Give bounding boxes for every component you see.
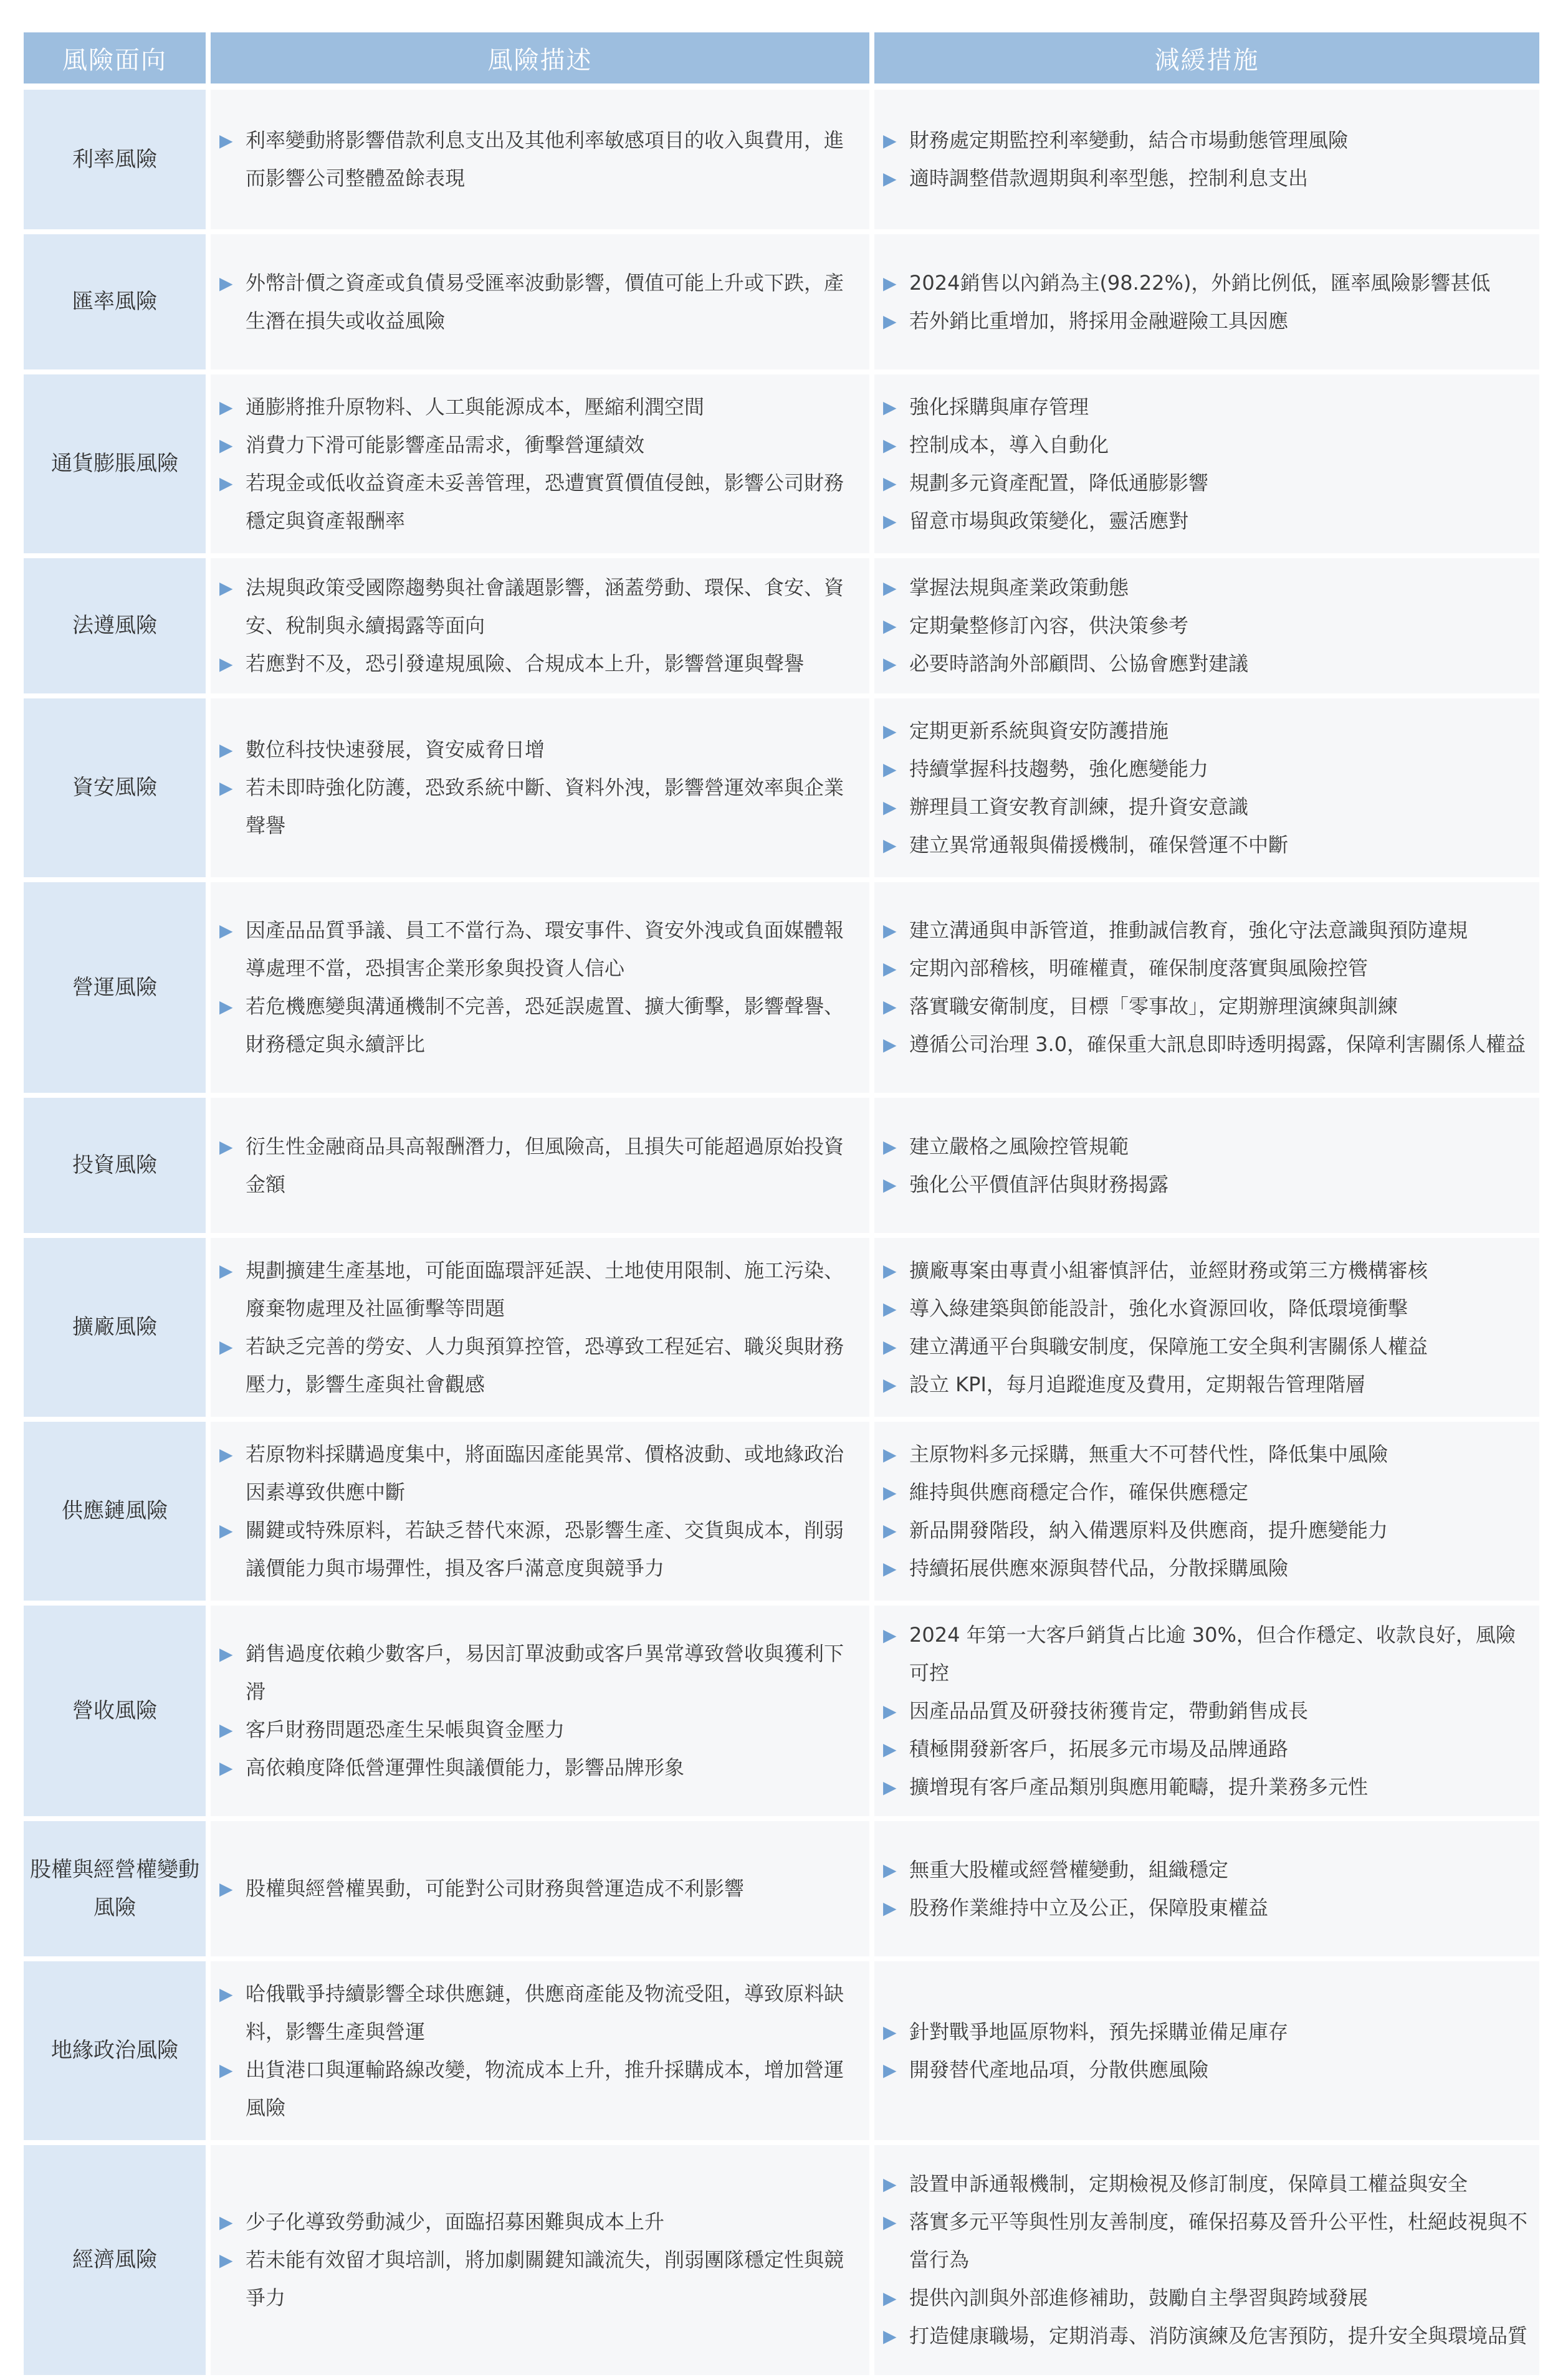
bullet-arrow-icon: ▶	[219, 2059, 233, 2080]
mitigation-item-text: 控制成本，導入自動化	[909, 432, 1109, 457]
bullet-arrow-icon: ▶	[883, 654, 897, 674]
description-item-text: 若缺乏完善的勞安、人力與預算控管，恐導致工程延宕、職災與財務壓力，影響生產與社會觀感	[246, 1334, 844, 1396]
mitigation-item	[883, 645, 1532, 683]
description-item-text: 哈俄戰爭持續影響全球供應鏈，供應商產能及物流受阻，導致原料缺料，影響生產與營運	[246, 1981, 844, 2044]
risk-description-cell	[211, 1098, 869, 1233]
description-item	[219, 1749, 862, 1787]
table-row	[24, 374, 1539, 553]
bullet-arrow-icon: ▶	[219, 778, 233, 798]
table-row	[24, 1098, 1539, 1233]
risk-table	[24, 32, 1539, 2380]
bullet-arrow-icon: ▶	[883, 1034, 897, 1055]
bullet-arrow-icon: ▶	[883, 616, 897, 636]
bullet-arrow-icon: ▶	[883, 1136, 897, 1157]
bullet-arrow-icon: ▶	[883, 578, 897, 598]
mitigation-cell	[874, 374, 1539, 553]
description-item-text: 法規與政策受國際趨勢與社會議題影響，涵蓋勞動、環保、食安、資安、稅制與永續揭露等面向	[246, 576, 844, 637]
mitigation-item-text: 2024 年第一大客戶銷貨占比逾 30%，但合作穩定、收款良好，風險可控	[909, 1622, 1516, 1685]
risk-category: 匯率風險	[24, 234, 206, 369]
bullet-arrow-icon: ▶	[883, 2326, 897, 2346]
description-item	[219, 2051, 862, 2127]
description-item	[219, 264, 862, 340]
bullet-arrow-icon: ▶	[219, 740, 233, 760]
bullet-arrow-icon: ▶	[219, 434, 233, 455]
bullet-arrow-icon: ▶	[219, 1983, 233, 2004]
bullet-arrow-icon: ▶	[883, 720, 897, 741]
description-item	[219, 1975, 862, 2051]
risk-description-cell	[211, 1606, 869, 1816]
mitigation-item-text: 建立嚴格之風險控管規範	[909, 1134, 1129, 1158]
bullet-arrow-icon: ▶	[883, 272, 897, 293]
description-item	[219, 1128, 862, 1204]
mitigation-cell	[874, 698, 1539, 877]
mitigation-item	[883, 1616, 1532, 1692]
table-row	[24, 2145, 1539, 2375]
bullet-arrow-icon: ▶	[883, 1482, 897, 1503]
bullet-arrow-icon: ▶	[219, 1444, 233, 1465]
bullet-arrow-icon: ▶	[219, 130, 233, 151]
bullet-arrow-icon: ▶	[883, 1859, 897, 1880]
bullet-arrow-icon: ▶	[883, 1444, 897, 1465]
description-item-text: 利率變動將影響借款利息支出及其他利率敏感項目的收入與費用，進而影響公司整體盈餘表現	[246, 128, 844, 190]
risk-description-cell	[211, 698, 869, 877]
mitigation-item	[883, 1692, 1532, 1730]
description-item-text: 若未即時強化防護，恐致系統中斷、資料外洩，影響營運效率與企業聲譽	[246, 776, 844, 837]
bullet-arrow-icon: ▶	[219, 272, 233, 293]
description-item	[219, 2241, 862, 2317]
bullet-arrow-icon: ▶	[219, 1136, 233, 1157]
mitigation-item-text: 設置申訴通報機制，定期檢視及修訂制度，保障員工權益與安全	[909, 2172, 1468, 2196]
bullet-arrow-icon: ▶	[219, 1720, 233, 1740]
mitigation-item	[883, 1252, 1532, 1290]
mitigation-item	[883, 1366, 1532, 1404]
mitigation-item	[883, 1435, 1532, 1473]
bullet-arrow-icon: ▶	[883, 310, 897, 331]
description-item-text: 股權與經營權異動，可能對公司財務與營運造成不利影響	[246, 1877, 745, 1900]
mitigation-item-text: 定期更新系統與資安防護措施	[909, 718, 1169, 743]
description-item	[219, 121, 862, 198]
mitigation-item-text: 強化採購與庫存管理	[909, 394, 1089, 419]
mitigation-item-text: 建立溝通與申訴管道，推動誠信教育，強化守法意識與預防違規	[909, 918, 1468, 942]
mitigation-item	[883, 826, 1532, 864]
mitigation-item-text: 積極開發新客戶，拓展多元市場及品牌通路	[909, 1736, 1289, 1761]
mitigation-item-text: 導入綠建築與節能設計，強化水資源回收，降低環境衝擊	[909, 1296, 1408, 1320]
bullet-arrow-icon: ▶	[219, 472, 233, 493]
description-item-text: 高依賴度降低營運彈性與議價能力，影響品牌形象	[246, 1756, 685, 1779]
mitigation-item-text: 提供內訓與外部進修補助，鼓勵自主學習與跨域發展	[909, 2286, 1369, 2310]
description-item	[219, 388, 862, 426]
bullet-arrow-icon: ▶	[883, 1776, 897, 1797]
table-row	[24, 558, 1539, 693]
mitigation-item-text: 建立溝通平台與職安制度，保障施工安全與利害關係人權益	[909, 1334, 1428, 1358]
mitigation-item-text: 無重大股權或經營權變動，組織穩定	[909, 1857, 1229, 1882]
risk-category: 供應鏈風險	[24, 1422, 206, 1601]
mitigation-item	[883, 569, 1532, 607]
bullet-arrow-icon: ▶	[219, 578, 233, 598]
mitigation-item	[883, 388, 1532, 426]
table-row	[24, 1238, 1539, 1417]
mitigation-item	[883, 1026, 1532, 1064]
mitigation-item-text: 針對戰爭地區原物料，預先採購並備足庫存	[909, 2019, 1289, 2044]
table-row	[24, 882, 1539, 1093]
mitigation-item-text: 落實多元平等與性別友善制度，確保招募及晉升公平性，杜絕歧視與不當行為	[909, 2210, 1528, 2272]
mitigation-item-text: 建立異常通報與備援機制，確保營運不中斷	[909, 832, 1289, 857]
bullet-arrow-icon: ▶	[883, 1260, 897, 1281]
risk-category: 法遵風險	[24, 558, 206, 693]
description-item	[219, 731, 862, 769]
description-item	[219, 1435, 862, 1511]
mitigation-item-text: 打造健康職場，定期消毒、消防演練及危害預防，提升安全與環境品質	[909, 2324, 1528, 2348]
bullet-arrow-icon: ▶	[219, 1758, 233, 1778]
mitigation-item	[883, 2203, 1532, 2279]
bullet-arrow-icon: ▶	[883, 1336, 897, 1357]
mitigation-item	[883, 950, 1532, 988]
mitigation-item	[883, 1889, 1532, 1927]
header-risk-description: 風險描述	[211, 32, 869, 83]
mitigation-item	[883, 2317, 1532, 2355]
description-item	[219, 1870, 862, 1908]
mitigation-item	[883, 1473, 1532, 1511]
bullet-arrow-icon: ▶	[883, 796, 897, 817]
description-item-text: 出貨港口與運輸路線改變，物流成本上升，推升採購成本，增加營運風險	[246, 2057, 844, 2120]
mitigation-item	[883, 264, 1532, 302]
description-item-text: 數位科技快速發展，資安威脅日增	[246, 738, 545, 761]
mitigation-item	[883, 1511, 1532, 1549]
mitigation-item-text: 持續拓展供應來源與替代品，分散採購風險	[909, 1556, 1289, 1580]
risk-category: 通貨膨脹風險	[24, 374, 206, 553]
mitigation-item-text: 設立 KPI，每月追蹤進度及費用，定期報告管理階層	[909, 1372, 1365, 1396]
bullet-arrow-icon: ▶	[883, 1738, 897, 1759]
bullet-arrow-icon: ▶	[883, 472, 897, 493]
description-item	[219, 769, 862, 845]
mitigation-item	[883, 1128, 1532, 1166]
mitigation-item-text: 定期彙整修訂內容，供決策參考	[909, 614, 1189, 637]
description-item	[219, 912, 862, 988]
mitigation-item	[883, 2279, 1532, 2317]
mitigation-item	[883, 464, 1532, 502]
risk-description-cell	[211, 374, 869, 553]
bullet-arrow-icon: ▶	[883, 1700, 897, 1721]
mitigation-item-text: 遵循公司治理 3.0，確保重大訊息即時透明揭露，保障利害關係人權益	[909, 1032, 1526, 1056]
mitigation-cell	[874, 1961, 1539, 2140]
bullet-arrow-icon: ▶	[883, 1374, 897, 1395]
bullet-arrow-icon: ▶	[883, 1558, 897, 1579]
mitigation-cell	[874, 90, 1539, 229]
mitigation-item-text: 必要時諮詢外部顧問、公協會應對建議	[909, 652, 1249, 675]
risk-description-cell	[211, 234, 869, 369]
mitigation-cell	[874, 1821, 1539, 1956]
mitigation-item-text: 擴廠專案由專責小組審慎評估，並經財務或第三方機構審核	[909, 1258, 1428, 1282]
mitigation-item-text: 財務處定期監控利率變動，結合市場動態管理風險	[909, 128, 1349, 152]
description-item-text: 因產品品質爭議、員工不當行為、環安事件、資安外洩或負面媒體報導處理不當，恐損害企業形象與投資人信心	[246, 918, 844, 980]
description-item	[219, 645, 862, 683]
description-item	[219, 1635, 862, 1711]
mitigation-item	[883, 1166, 1532, 1204]
mitigation-item	[883, 1549, 1532, 1587]
bullet-arrow-icon: ▶	[883, 834, 897, 855]
mitigation-item-text: 規劃多元資產配置，降低通膨影響	[909, 470, 1209, 495]
bullet-arrow-icon: ▶	[883, 2288, 897, 2308]
bullet-arrow-icon: ▶	[883, 130, 897, 151]
bullet-arrow-icon: ▶	[219, 1644, 233, 1664]
bullet-arrow-icon: ▶	[883, 434, 897, 455]
mitigation-item-text: 股務作業維持中立及公正，保障股東權益	[909, 1895, 1269, 1920]
bullet-arrow-icon: ▶	[883, 1174, 897, 1195]
mitigation-item-text: 擴增現有客戶產品類別與應用範疇，提升業務多元性	[909, 1774, 1369, 1799]
mitigation-item-text: 強化公平價值評估與財務揭露	[909, 1172, 1169, 1196]
bullet-arrow-icon: ▶	[883, 996, 897, 1017]
mitigation-item-text: 留意市場與政策變化，靈活應對	[909, 508, 1189, 533]
description-item-text: 規劃擴建生產基地，可能面臨環評延誤、土地使用限制、施工污染、廢棄物處理及社區衝擊等問題	[246, 1258, 844, 1320]
description-item-text: 消費力下滑可能影響產品需求，衝擊營運績效	[246, 432, 645, 457]
mitigation-item-text: 掌握法規與產業政策動態	[909, 576, 1129, 599]
bullet-arrow-icon: ▶	[219, 2212, 233, 2232]
table-body	[24, 90, 1539, 2375]
mitigation-cell	[874, 1606, 1539, 1816]
mitigation-cell	[874, 2145, 1539, 2375]
risk-category: 營運風險	[24, 882, 206, 1093]
mitigation-cell	[874, 1238, 1539, 1417]
header-risk-aspect: 風險面向	[24, 32, 206, 83]
bullet-arrow-icon: ▶	[883, 1298, 897, 1319]
risk-description-cell	[211, 1422, 869, 1601]
description-item-text: 若危機應變與溝通機制不完善，恐延誤處置、擴大衝擊，影響聲譽、財務穩定與永續評比	[246, 994, 844, 1056]
description-item	[219, 2203, 862, 2241]
description-item	[219, 569, 862, 645]
risk-category: 投資風險	[24, 1098, 206, 1233]
bullet-arrow-icon: ▶	[883, 1520, 897, 1541]
mitigation-item	[883, 2165, 1532, 2203]
header-row	[24, 32, 1539, 83]
mitigation-item	[883, 2013, 1532, 2051]
mitigation-item-text: 定期內部稽核，明確權責，確保制度落實與風險控管	[909, 956, 1369, 980]
bullet-arrow-icon: ▶	[883, 510, 897, 531]
bullet-arrow-icon: ▶	[883, 2021, 897, 2042]
description-item-text: 若未能有效留才與培訓，將加劇關鍵知識流失，削弱團隊穩定性與競爭力	[246, 2248, 844, 2310]
description-item-text: 衍生性金融商品具高報酬潛力，但風險高，且損失可能超過原始投資金額	[246, 1134, 844, 1196]
risk-description-cell	[211, 1961, 869, 2140]
description-item-text: 通膨將推升原物料、人工與能源成本，壓縮利潤空間	[246, 394, 705, 419]
risk-category: 資安風險	[24, 698, 206, 877]
table-row	[24, 234, 1539, 369]
bullet-arrow-icon: ▶	[219, 1520, 233, 1541]
risk-description-cell	[211, 1821, 869, 1956]
mitigation-item	[883, 121, 1532, 159]
mitigation-item-text: 持續掌握科技趨勢，強化應變能力	[909, 756, 1209, 781]
mitigation-item-text: 辦理員工資安教育訓練，提升資安意識	[909, 794, 1249, 819]
bullet-arrow-icon: ▶	[219, 654, 233, 674]
table-row	[24, 1606, 1539, 1816]
description-item	[219, 1328, 862, 1404]
description-item-text: 客戶財務問題恐產生呆帳與資金壓力	[246, 1718, 565, 1741]
description-item-text: 若原物料採購過度集中，將面臨因產能異常、價格波動、或地緣政治因素導致供應中斷	[246, 1442, 844, 1504]
risk-category: 經濟風險	[24, 2145, 206, 2375]
mitigation-item	[883, 788, 1532, 826]
header-mitigation: 減緩措施	[874, 32, 1539, 83]
table-row	[24, 698, 1539, 877]
bullet-arrow-icon: ▶	[219, 996, 233, 1017]
mitigation-item-text: 主原物料多元採購，無重大不可替代性，降低集中風險	[909, 1442, 1388, 1466]
risk-description-cell	[211, 558, 869, 693]
mitigation-item	[883, 1290, 1532, 1328]
bullet-arrow-icon: ▶	[883, 168, 897, 189]
bullet-arrow-icon: ▶	[219, 1260, 233, 1281]
description-item-text: 銷售過度依賴少數客戶，易因訂單波動或客戶異常導致營收與獲利下滑	[246, 1642, 844, 1703]
bullet-arrow-icon: ▶	[219, 920, 233, 941]
mitigation-item	[883, 912, 1532, 950]
risk-category: 營收風險	[24, 1606, 206, 1816]
bullet-arrow-icon: ▶	[219, 1878, 233, 1899]
risk-description-cell	[211, 90, 869, 229]
description-item-text: 若現金或低收益資產未妥善管理，恐遭實質價值侵蝕，影響公司財務穩定與資產報酬率	[246, 470, 844, 533]
risk-category: 利率風險	[24, 90, 206, 229]
description-item	[219, 1711, 862, 1749]
risk-category: 擴廠風險	[24, 1238, 206, 1417]
description-item-text: 若應對不及，恐引發違規風險、合規成本上升，影響營運與聲譽	[246, 652, 805, 675]
risk-description-cell	[211, 882, 869, 1093]
bullet-arrow-icon: ▶	[219, 396, 233, 417]
description-item	[219, 426, 862, 464]
bullet-arrow-icon: ▶	[883, 958, 897, 979]
mitigation-item	[883, 302, 1532, 340]
mitigation-item	[883, 426, 1532, 464]
risk-category: 地緣政治風險	[24, 1961, 206, 2140]
table-row	[24, 1821, 1539, 1956]
mitigation-item-text: 2024銷售以內銷為主(98.22%)，外銷比例低，匯率風險影響甚低	[909, 270, 1491, 295]
mitigation-item	[883, 607, 1532, 645]
mitigation-item-text: 新品開發階段，納入備選原料及供應商，提升應變能力	[909, 1518, 1388, 1542]
mitigation-item-text: 適時調整借款週期與利率型態，控制利息支出	[909, 166, 1309, 190]
mitigation-item-text: 維持與供應商穩定合作，確保供應穩定	[909, 1480, 1249, 1504]
mitigation-item-text: 落實職安衛制度，目標「零事故」，定期辦理演練與訓練	[909, 994, 1398, 1018]
bullet-arrow-icon: ▶	[883, 2212, 897, 2232]
mitigation-cell	[874, 234, 1539, 369]
risk-category: 股權與經營權變動風險	[24, 1821, 206, 1956]
bullet-arrow-icon: ▶	[883, 758, 897, 779]
mitigation-item-text: 若外銷比重增加，將採用金融避險工具因應	[909, 308, 1289, 333]
description-item-text: 少子化導致勞動減少，面臨招募困難與成本上升	[246, 2210, 665, 2234]
bullet-arrow-icon: ▶	[219, 2250, 233, 2270]
bullet-arrow-icon: ▶	[883, 1624, 897, 1645]
mitigation-item-text: 因產品品質及研發技術獲肯定，帶動銷售成長	[909, 1698, 1309, 1723]
mitigation-cell	[874, 558, 1539, 693]
description-item-text: 關鍵或特殊原料，若缺乏替代來源，恐影響生產、交貨與成本，削弱議價能力與市場彈性，損及客戶滿意度與競爭力	[246, 1518, 844, 1580]
description-item	[219, 464, 862, 540]
mitigation-item	[883, 712, 1532, 750]
bullet-arrow-icon: ▶	[883, 1897, 897, 1918]
mitigation-item-text: 開發替代產地品項，分散供應風險	[909, 2057, 1209, 2082]
mitigation-item	[883, 1851, 1532, 1889]
risk-description-cell	[211, 1238, 869, 1417]
description-item	[219, 1252, 862, 1328]
mitigation-cell	[874, 882, 1539, 1093]
mitigation-item	[883, 159, 1532, 198]
bullet-arrow-icon: ▶	[883, 920, 897, 941]
description-item	[219, 1511, 862, 1587]
bullet-arrow-icon: ▶	[883, 2059, 897, 2080]
bullet-arrow-icon: ▶	[883, 396, 897, 417]
mitigation-cell	[874, 1098, 1539, 1233]
description-item-text: 外幣計價之資產或負債易受匯率波動影響，價值可能上升或下跌，產生潛在損失或收益風險	[246, 270, 844, 333]
bullet-arrow-icon: ▶	[219, 1336, 233, 1357]
mitigation-item	[883, 750, 1532, 788]
mitigation-item	[883, 1730, 1532, 1768]
table-row	[24, 90, 1539, 229]
mitigation-item	[883, 1768, 1532, 1806]
bullet-arrow-icon: ▶	[883, 2174, 897, 2194]
mitigation-item	[883, 988, 1532, 1026]
risk-description-cell	[211, 2145, 869, 2375]
mitigation-item	[883, 502, 1532, 540]
table-row	[24, 1961, 1539, 2140]
mitigation-cell	[874, 1422, 1539, 1601]
mitigation-item	[883, 1328, 1532, 1366]
mitigation-item	[883, 2051, 1532, 2089]
table-row	[24, 1422, 1539, 1601]
description-item	[219, 988, 862, 1064]
